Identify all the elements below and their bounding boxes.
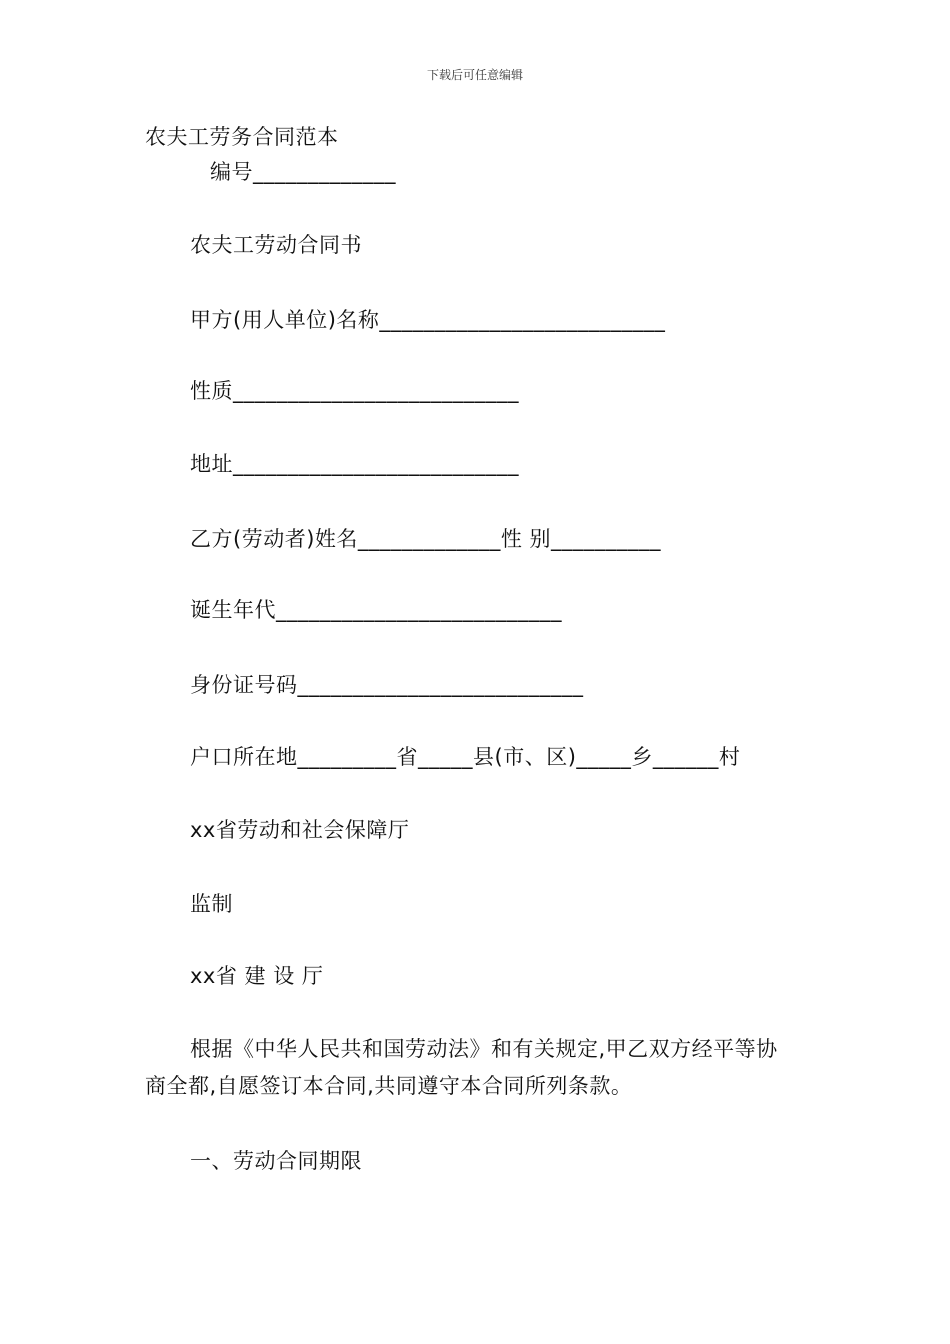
contract-heading: 农夫工劳动合同书	[190, 233, 362, 257]
birth-date-field: 诞生年代__________________________	[190, 598, 562, 622]
household-registration-field: 户口所在地_________省_____县(市、区)_____乡______村	[190, 745, 741, 769]
document-title: 农夫工劳务合同范本	[145, 125, 339, 149]
supervision-label: 监制	[190, 892, 233, 916]
employee-name-gender-field: 乙方(劳动者)姓名_____________性 别__________	[190, 527, 662, 551]
issuer-labor-dept: xx省劳动和社会保障厅	[190, 818, 410, 842]
section-heading-contract-term: 一、劳动合同期限	[190, 1149, 362, 1173]
contract-number-field: 编号_____________	[210, 160, 396, 184]
intro-paragraph-line2: 商全都,自愿签订本合同,共同遵守本合同所列条款。	[145, 1074, 633, 1098]
page-header: 下载后可任意编辑	[426, 68, 523, 82]
employer-address-field: 地址__________________________	[190, 452, 519, 476]
employer-nature-field: 性质__________________________	[190, 379, 519, 403]
issuer-construction-dept: xx省 建 设 厅	[190, 964, 324, 988]
id-number-field: 身份证号码__________________________	[190, 673, 584, 697]
intro-paragraph-line1: 根据《中华人民共和国劳动法》和有关规定,甲乙双方经平等协	[190, 1037, 778, 1061]
employer-name-field: 甲方(用人单位)名称__________________________	[190, 308, 666, 332]
